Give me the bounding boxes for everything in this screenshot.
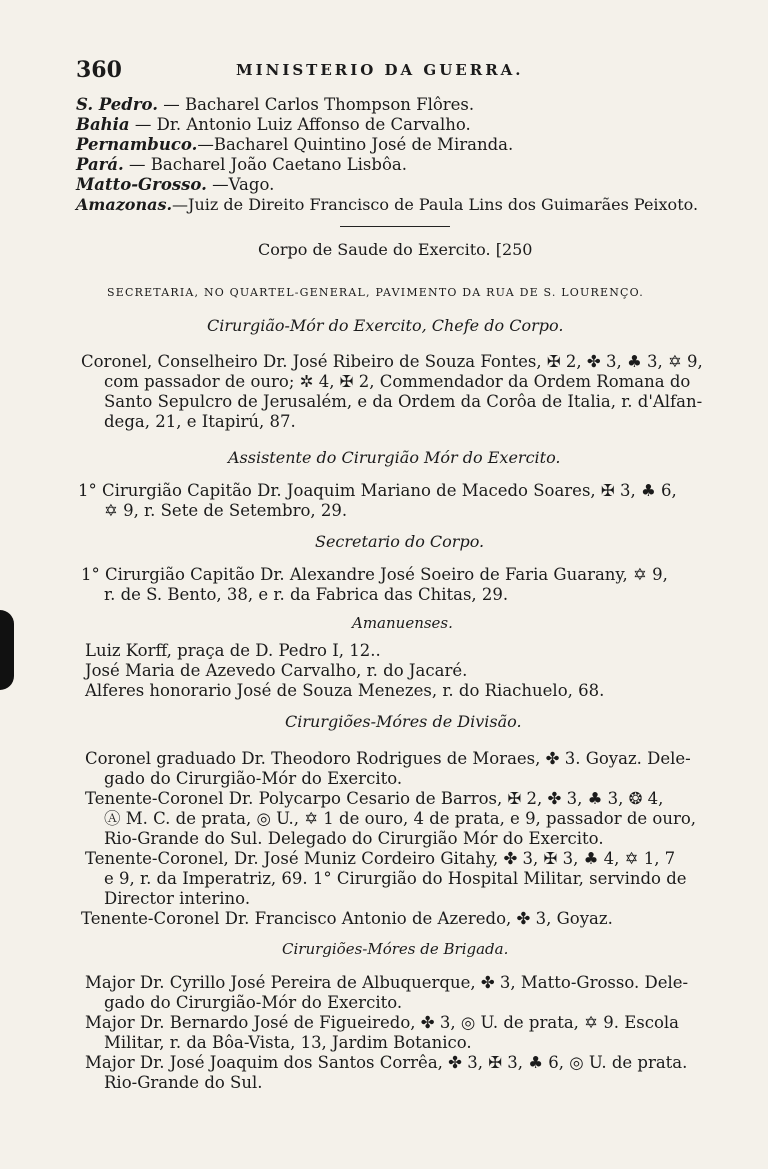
province-line: Pará. — Bacharel João Caetano Lisbôa.	[76, 155, 407, 174]
page-number: 360	[76, 57, 122, 83]
entry-line: Rio-Grande do Sul. Delegado do Cirurgião Mór do Exercito.	[104, 829, 604, 848]
entry-line: 1° Cirurgião Capitão Dr. Joaquim Mariano de Macedo Soares, ✠ 3, ♣ 6,	[78, 481, 677, 500]
section-title: Corpo de Saude do Exercito. [250	[258, 240, 533, 259]
entry-line: Major Dr. Bernardo José de Figueiredo, ✤ 3, ◎ U. de prata, ✡ 9. Escola	[85, 1013, 680, 1032]
entry-line: Coronel graduado Dr. Theodoro Rodrigues de Moraes, ✤ 3. Goyaz. Dele-	[85, 749, 691, 768]
entry-line: Tenente-Coronel, Dr. José Muniz Cordeiro Gitahy, ✤ 3, ✠ 3, ♣ 4, ✡ 1, 7	[85, 849, 676, 868]
running-title: MINISTERIO DA GUERRA.	[236, 61, 524, 79]
entry-line: Tenente-Coronel Dr. Francisco Antonio de Azeredo, ✤ 3, Goyaz.	[81, 909, 613, 928]
entry-line: Tenente-Coronel Dr. Polycarpo Cesario de Barros, ✠ 2, ✤ 3, ♣ 3, ❂ 4,	[85, 789, 664, 808]
entry-line: Alferes honorario José de Souza Menezes, r. do Riachuelo, 68.	[85, 681, 605, 700]
entry-line: gado do Cirurgião-Mór do Exercito.	[104, 993, 403, 1012]
entry-line: 1° Cirurgião Capitão Dr. Alexandre José Soeiro de Faria Guarany, ✡ 9,	[81, 565, 668, 584]
heading-assistente: Assistente do Cirurgião Mór do Exercito.	[228, 448, 561, 467]
entry-line: Major Dr. Cyrillo José Pereira de Albuquerque, ✤ 3, Matto-Grosso. Dele-	[85, 973, 689, 992]
province-line: Bahia — Dr. Antonio Luiz Affonso de Carvalho.	[76, 115, 471, 134]
entry-line: gado do Cirurgião-Mór do Exercito.	[104, 769, 403, 788]
entry-line: Ⓐ M. C. de prata, ◎ U., ✡ 1 de ouro, 4 de prata, e 9, passador de ouro,	[104, 809, 697, 828]
entry-line: Luiz Korff, praça de D. Pedro I, 12..	[85, 641, 381, 660]
heading-cirurgiao-mor: Cirurgião-Mór do Exercito, Chefe do Corpo.	[207, 316, 564, 335]
heading-divisao: Cirurgiões-Móres de Divisão.	[285, 712, 522, 731]
page-header	[76, 57, 724, 87]
page-edge-shadow	[0, 610, 14, 690]
divider-rule	[340, 226, 450, 227]
province-line: Pernambuco.—Bacharel Quintino José de Miranda.	[76, 135, 514, 154]
entry-line: com passador de ouro; ✲ 4, ✠ 2, Commendador da Ordem Romana do	[104, 372, 691, 391]
province-line: Amazonas.—Juiz de Direito Francisco de Paula Lins dos Guimarães Peixoto.	[76, 195, 699, 214]
entry-line: José Maria de Azevedo Carvalho, r. do Jacaré.	[85, 661, 468, 680]
section-address: SECRETARIA, NO QUARTEL-GENERAL, PAVIMENTO DA RUA DE S. LOURENÇO.	[107, 286, 644, 299]
entry-line: dega, 21, e Itapirú, 87.	[104, 412, 296, 431]
entry-line: e 9, r. da Imperatriz, 69. 1° Cirurgião do Hospital Militar, servindo de	[104, 869, 687, 888]
entry-line: Santo Sepulcro de Jerusalém, e da Ordem da Corôa de Italia, r. d'Alfan-	[104, 392, 703, 411]
entry-line: Director interino.	[104, 889, 251, 908]
heading-brigada: Cirurgiões-Móres de Brigada.	[282, 940, 509, 958]
province-line: Matto-Grosso. —Vago.	[76, 175, 275, 194]
entry-line: r. de S. Bento, 38, e r. da Fabrica das Chitas, 29.	[104, 585, 509, 604]
entry-line: Militar, r. da Bôa-Vista, 13, Jardim Botanico.	[104, 1033, 472, 1052]
entry-line: ✡ 9, r. Sete de Setembro, 29.	[104, 501, 348, 520]
heading-amanuenses: Amanuenses.	[352, 614, 453, 632]
entry-line: Major Dr. José Joaquim dos Santos Corrêa, ✤ 3, ✠ 3, ♣ 6, ◎ U. de prata.	[85, 1053, 688, 1072]
province-line: S. Pedro. — Bacharel Carlos Thompson Flôres.	[76, 95, 475, 114]
entry-line: Coronel, Conselheiro Dr. José Ribeiro de Souza Fontes, ✠ 2, ✤ 3, ♣ 3, ✡ 9,	[81, 352, 703, 371]
heading-secretario: Secretario do Corpo.	[315, 532, 485, 551]
entry-line: Rio-Grande do Sul.	[104, 1073, 263, 1092]
